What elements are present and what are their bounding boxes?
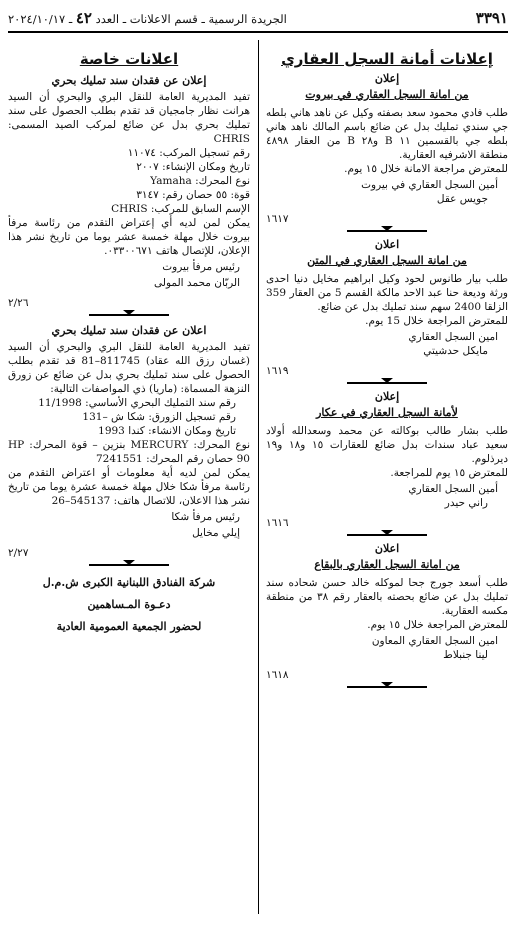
notice-signatory-name: الربّان محمد المولى [154,277,240,289]
notice-field: تاريخ ومكان الإنشاء: ٢٠٠٧ [136,161,250,173]
notice-ref: ١٦١٧ [266,213,289,225]
notice-bekaa [266,542,508,682]
left-column [8,40,250,926]
company-notice [8,576,250,634]
notice-body: طلب بيار طانوس لحود وكيل ابراهيم مخايل دنيا احدى ورثة وديعة حنا عبد الاحد مالكة القسم 5 من العقار 359 الزلقا 2400 سهم سند تمليك بدل عن ضائع. [266,273,508,313]
notice-objection: للمعترض مراجعة الامانة خلال ١٥ يوم. [344,163,508,175]
notice-field: قوة: ٥٥ حصان رقم: ٣١٤٧ [136,189,250,201]
separator [266,686,508,688]
notice-objection: للمعترض المراجعة خلال ١٥ يوم. [367,619,508,631]
notice-heading: إعلان [374,390,400,403]
notice-signatory-title: أمين السجل العقاري في بيروت [361,179,498,191]
notice-heading: إعلان عن فقدان سند تمليك بحري [51,74,207,87]
header-publication: الجريدة الرسمية ـ قسم الاعلانات ـ العدد [95,12,287,26]
column-title: إعلانات أمانة السجل العقاري [281,50,493,68]
separator [266,534,508,536]
separator [266,382,508,384]
notice-subheading: من امانة السجل العقاري في المتن [307,254,467,267]
notice-body: طلب بشار طالب بوكالته عن محمد وسعدالله أولاد سعيد عباد سندات بدل ضائع للعقارات ١٥ و١٨ و١٩ ديرذلوم. [266,425,508,465]
notice-heading: اعلان [374,542,400,555]
notice-ref: ١٦١٨ [266,669,289,681]
notice-body: تفيد المديرية العامة للنقل البري والبحري أن السيد هرانت نظار جامجيان قد تقدم بطلب الحصول على سند تمليك بحري بدل عن ضائع لمركب الصيد المسمى: CHRIS [8,91,250,145]
notice-body: طلب فادي محمود سعد بصفته وكيل عن ناهد هاني بلطه جي سندي تمليك بدل عن ضائع باسم المالك ناهد هاني بلطه جي بالقسمين ١١ B و٢٨ B من العقار ٤٨٩٨ منطقة الاشرفيه العقارية. [266,107,508,161]
notice-objection: للمعترض المراجعة خلال 15 يوم. [365,315,508,327]
notice-body: تفيد المديرية العامة للنقل البري والبحري أن السيد (غسان رزق الله عقاد) 811745–81 قد تقدم بطلب الحصول على سند تمليك بحري بدل عن ضائع عن زورق النزهة المسماة: (ماريا) ذي المواصفات التالية: [8,341,250,395]
notice-marine-2 [8,324,250,560]
notice-signatory-name: لينا جنبلاط [443,649,488,661]
notice-field: رقم تسجيل الزورق: شكا ش –131 [82,411,236,423]
notice-field: رقم تسجيل المركب: ١١٠٧٤ [127,147,250,159]
notice-signatory-title: امين السجل العقاري المعاون [371,635,498,647]
notice-signatory-name: مايكل حدشيتي [423,345,488,357]
notice-signatory-title: امين السجل العقاري [408,331,498,343]
notice-signatory-name: راني حيدر [444,497,488,509]
notice-heading: اعلان [374,238,400,251]
notice-objection: للمعترض ١٥ يوم للمراجعة. [390,467,508,479]
notice-field: الإسم السابق للمركب: CHRIS [111,203,250,215]
notice-beirut [266,72,508,226]
notice-objection: يمكن لمن لديه أي إعتراض التقدم من رئاسة مرفأ بيروت خلال مهلة خمسة عشر يوما من تاريخ نشر هذا الإعلان، للإتصال هاتف ٠٣٣٠٠٦٧١. [8,217,250,257]
notice-heading: إعلان [374,72,400,85]
notice-ref: ١٦١٩ [266,365,289,377]
notice-field: تاريخ ومكان الانشاء: كندا 1993 [98,425,236,437]
column-divider [258,40,259,914]
notice-field: نوع المحرك: MERCURY بنزين – قوة المحرك: HP 90 حصان رقم المحرك: 7241551 [8,439,250,465]
notice-signatory-title: رئيس مرفأ بيروت [162,261,240,273]
header-line [8,9,287,27]
notice-signatory-name: إيلي مخايل [192,527,240,539]
notice-objection: يمكن لمن لديه أية معلومات أو اعتراض التقدم من رئاسة مرفأ شكا خلال مهلة خمسة عشرة يوما من تاريخ نشر هذا الاعلان، للاتصال هاتف: 545137–26 [8,467,250,507]
company-meeting: لحضور الجمعية العمومية العادية [56,620,202,633]
notice-akkar [266,390,508,530]
notice-subheading: من امانة السجل العقاري في بيروت [305,88,469,101]
notice-marine-1 [8,74,250,310]
notice-metn [266,238,508,378]
notice-ref: ٢/٢٦ [8,297,29,309]
separator [8,564,250,566]
notice-signatory-title: رئيس مرفأ شكا [171,511,240,523]
company-invitation: دعـوة المـساهمين [87,598,171,611]
separator [8,314,250,316]
page-header [8,8,508,28]
company-name: شركة الفنادق اللبنانية الكبرى ش.م.ل [42,576,216,589]
separator [266,230,508,232]
notice-subheading: لأمانة السجل العقاري في عكار [316,406,458,419]
right-column [266,40,508,926]
header-issue: ٤٢ [75,9,92,27]
header-date: ـ ٢٠٢٤/١٠/١٧ [8,12,73,26]
column-title: اعلانات خاصة [79,50,179,68]
notice-subheading: من امانة السجل العقاري بالبقاع [314,558,460,571]
notice-signatory-name: جويس عقل [436,193,488,205]
page-number: ٣٣٩١ [475,9,508,27]
notice-field: نوع المحرك: Yamaha [150,175,250,187]
notice-ref: ١٦١٦ [266,517,289,529]
header-rule [8,31,508,33]
notice-heading: اعلان عن فقدان سند تمليك بحري [51,324,207,337]
notice-ref: ٢/٢٧ [8,547,29,559]
notice-field: رقم سند التمليك البحري الأساسي: 11/1998 [38,397,236,409]
notice-signatory-title: أمين السجل العقاري [408,483,498,495]
notice-body: طلب أسعد جورج جحا لموكله خالد حسن شحاده سند تمليك بدل عن ضائع بحصته بالعقار رقم ٣٨ من منطقة مكسه العقارية. [266,577,509,617]
